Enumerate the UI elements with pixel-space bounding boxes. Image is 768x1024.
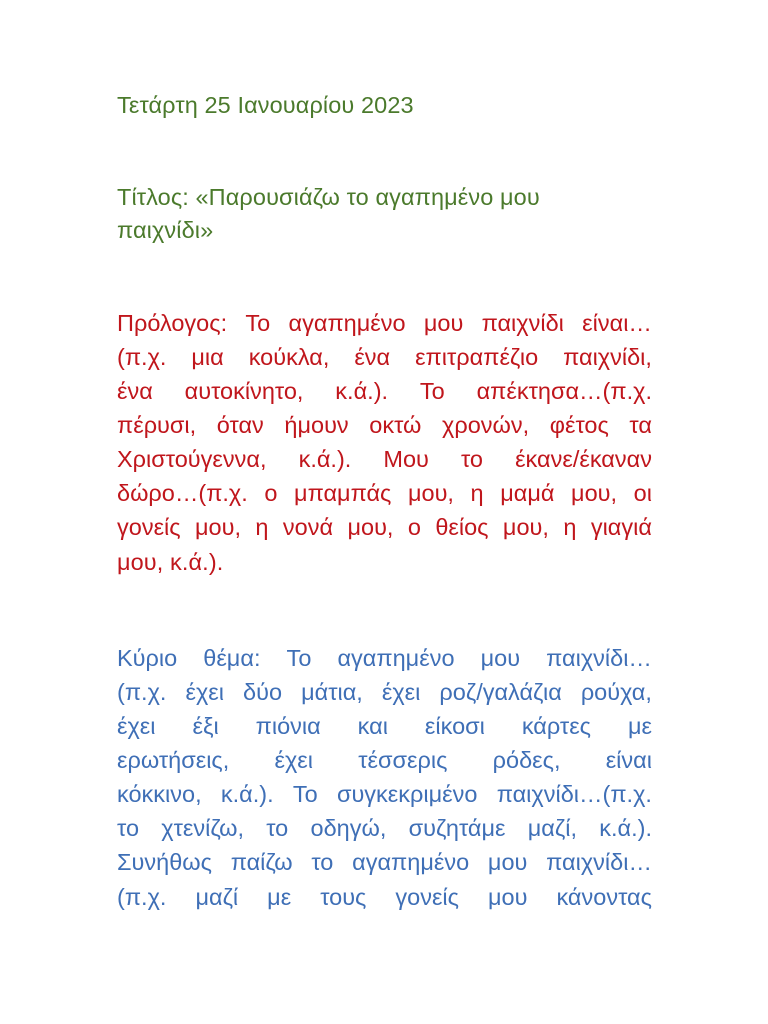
word: έξι: [192, 713, 219, 739]
word: μου: [487, 884, 528, 910]
word: ένα: [354, 344, 391, 370]
word: με: [267, 884, 292, 910]
word: ερωτήσεις,: [117, 747, 230, 773]
word: είκοσι: [424, 713, 485, 739]
word: η: [470, 480, 484, 506]
word: κ.ά.).: [335, 378, 389, 404]
word: νονά: [282, 514, 334, 540]
word: αγαπημένο: [337, 645, 455, 671]
word: Συνήθως: [117, 849, 212, 875]
prologue-line: [117, 476, 652, 510]
word: είναι…: [582, 310, 652, 336]
word: επιτραπέζιο: [415, 344, 539, 370]
word: Μου: [383, 446, 429, 472]
word: χτενίζω,: [161, 815, 244, 841]
word: οκτώ: [369, 412, 422, 438]
word: Κύριο: [117, 645, 178, 671]
word: Το: [286, 645, 312, 671]
word: γιαγιά: [590, 514, 652, 540]
word: το: [311, 849, 334, 875]
word: ο: [407, 514, 421, 540]
prologue-line: [117, 340, 652, 374]
word: θείος: [435, 514, 489, 540]
word: μπαμπάς: [294, 480, 392, 506]
word: μια: [191, 344, 224, 370]
word: ροζ/γαλάζια: [439, 679, 562, 705]
word: κάρτες: [521, 713, 591, 739]
word: συγκεκριμένο: [336, 781, 478, 807]
word: παιχνίδι…(π.χ.: [496, 781, 652, 807]
document-date: Τετάρτη 25 Ιανουαρίου 2023: [117, 92, 414, 118]
main-topic-line: [117, 811, 652, 845]
word: δύο: [243, 679, 283, 705]
word: έχει: [117, 713, 156, 739]
main-topic-line: [117, 845, 652, 879]
word: η: [255, 514, 269, 540]
word: θέμα:: [203, 645, 261, 671]
prologue-line: [117, 510, 652, 544]
word: κόκκινο,: [117, 781, 202, 807]
word: ρούχα,: [580, 679, 652, 705]
word: μου: [480, 645, 521, 671]
word: μου,: [502, 514, 549, 540]
word: απέκτησα…(π.χ.: [476, 378, 652, 404]
word: παιχνίδι: [481, 310, 564, 336]
prologue-line: μου, κ.ά.).: [117, 549, 224, 575]
word: (π.χ.: [117, 344, 167, 370]
word: παιχνίδι,: [563, 344, 652, 370]
main-topic-line: [117, 880, 652, 914]
word: χρονών,: [441, 412, 530, 438]
word: η: [563, 514, 577, 540]
word: οδηγώ,: [310, 815, 387, 841]
word: μαζί,: [527, 815, 577, 841]
word: μου,: [571, 480, 618, 506]
word: ένα: [117, 378, 153, 404]
word: κ.ά.).: [220, 781, 274, 807]
word: Το: [419, 378, 445, 404]
word: τους: [320, 884, 367, 910]
word: μου,: [195, 514, 241, 540]
word: Το: [245, 310, 271, 336]
word: μαμά: [500, 480, 555, 506]
document-title-line-2: παιχνίδι»: [117, 217, 214, 243]
prologue-line: [117, 408, 652, 442]
main-topic-line: [117, 641, 652, 675]
word: μου: [423, 310, 464, 336]
main-topic-line: [117, 777, 652, 811]
word: συζητάμε: [408, 815, 506, 841]
word: γονείς: [117, 514, 181, 540]
word: κάνοντας: [556, 884, 652, 910]
word: το: [460, 446, 483, 472]
word: έκανε/έκαναν: [515, 446, 652, 472]
word: είναι: [605, 747, 652, 773]
word: οι: [633, 480, 652, 506]
word: με: [627, 713, 652, 739]
word: παιχνίδι…: [546, 645, 652, 671]
word: Χριστούγεννα,: [117, 446, 267, 472]
word: (π.χ.: [117, 884, 167, 910]
word: το: [266, 815, 289, 841]
word: μαζί: [195, 884, 239, 910]
word: έχει: [185, 679, 224, 705]
main-topic-line: [117, 675, 652, 709]
word: γονείς: [395, 884, 459, 910]
word: το: [117, 815, 140, 841]
word: Πρόλογος:: [117, 310, 228, 336]
prologue-line: [117, 442, 652, 476]
word: έχει: [274, 747, 314, 773]
word: κούκλα,: [248, 344, 330, 370]
word: μου,: [347, 514, 394, 540]
word: ρόδες,: [492, 747, 561, 773]
word: φέτος: [549, 412, 609, 438]
word: (π.χ.: [117, 679, 167, 705]
word: τέσσερις: [358, 747, 448, 773]
word: μάτια,: [301, 679, 363, 705]
word: παιχνίδι…: [546, 849, 652, 875]
word: κ.ά.).: [599, 815, 652, 841]
word: δώρο…(π.χ.: [117, 480, 248, 506]
main-topic-line: [117, 709, 652, 743]
prologue-line: [117, 306, 652, 340]
word: παίζω: [230, 849, 293, 875]
word: όταν: [216, 412, 264, 438]
word: Το: [292, 781, 318, 807]
main-topic-line: [117, 743, 652, 777]
prologue-line: [117, 374, 652, 408]
word: αυτοκίνητο,: [184, 378, 304, 404]
word: πέρυσι,: [117, 412, 197, 438]
word: μου: [487, 849, 528, 875]
word: τα: [629, 412, 652, 438]
word: αγαπημένο: [352, 849, 470, 875]
word: κ.ά.).: [298, 446, 352, 472]
document-title-line-1: Τίτλος: «Παρουσιάζω το αγαπημένο μου: [117, 184, 540, 210]
word: και: [357, 713, 388, 739]
word: ο: [264, 480, 278, 506]
word: ήμουν: [284, 412, 349, 438]
word: μου,: [407, 480, 454, 506]
word: έχει: [381, 679, 421, 705]
word: αγαπημένο: [288, 310, 406, 336]
word: πιόνια: [255, 713, 321, 739]
